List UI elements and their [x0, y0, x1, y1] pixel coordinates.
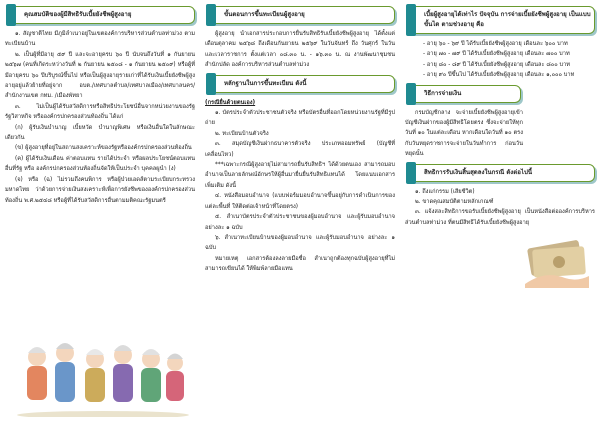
document-item-2: ๒. ทะเบียนบ้านตัวจริง: [215, 130, 269, 137]
rate-60-69: - อายุ ๖๐ - ๖๙ ปี ได้รับเบี้ยยังชีพผู้สูงอายุ เดือนละ ๖๐๐ บาท: [423, 41, 568, 47]
eligibility-item-2: ๒. เป็นผู้ที่มีอายุ ๕๙ ปี และจะอายุครบ ๖๐ ปี นับจนถึงวันที่ ๑ กันยายน ๒๕๖๗ (คนที่เกิดระหว่างวันที่ ๒ กันยายน ๒๕๐๘ - ๑ กันยายน ๒๕๐๙) หรือผู้ที่มีอายุครบ ๖๐ ปีบริบูรณ์ขึ้นไป หรือเป็นผู้สูงอายุรายเก่าที่ได้รับเงินเบี้ยยังชีพผู้สูงอายุอยู่แล้วย้ายที่อยู่จาก อบต./เทศบาลตำบล/เทศบาลเมือง/เทศบาลนคร/สำนักงานเขต กทม. /เมืองพัทยา: [5, 51, 195, 100]
column-eligibility: [5, 6, 195, 417]
money-hand-icon: [521, 238, 591, 290]
elderly-group-icon: [15, 335, 191, 417]
header-tab: [406, 83, 416, 105]
rate-80-89: - อายุ ๘๐ - ๘๙ ปี ได้รับเบี้ยยังชีพผู้สูงอายุ เดือนละ ๘๐๐ บาท: [423, 61, 571, 68]
header-payment-method: [411, 85, 521, 103]
registration-intro: ผู้สูงอายุ นำเอกสารประกอบการยื่นรับสิทธิรับเบี้ยยังชีพผู้สูงอายุ ได้ตั้งแต่ เดือนตุลาคม ๒๕๖๘ ถึงเดือนกันยายน ๒๕๖๙ ในวันจันทร์ ถึง วันศุกร์ ในวันและเวลาราชการ ตั้งแต่เวลา ๐๘.๓๐ น. - ๑๖.๓๐ น. ณ งานพัฒนาชุมชน สำนักปลัด องค์การบริหารส่วนตำบลท่าม่วง: [205, 31, 395, 69]
eligibility-item-3: ๓. ไม่เป็นผู้ได้รับสวัสดิการหรือสิทธิประโยชน์อื่นจากหน่วยงานของรัฐ รัฐวิสาหกิจ หรือองค์กรปกครองส่วนท้องถิ่น ได้แก่: [5, 103, 195, 121]
header-tab: [6, 4, 16, 26]
header-tab: [406, 4, 416, 36]
header-registration-steps: [211, 6, 395, 24]
rate-70-79: - อายุ ๗๐ - ๗๙ ปี ได้รับเบี้ยยังชีพผู้สูงอายุ เดือนละ ๗๐๐ บาท: [423, 51, 570, 58]
eligibility-item-3c: (ค) ผู้ได้รับเงินเดือน ค่าตอบแทน รายได้ประจำ หรือผลประโยชน์ตอบแทนอื่นที่รัฐ หรือ องค์กรปกครองส่วนท้องถิ่นจัดให้เป็นประจำ บุคคลผูนำ (ง): [5, 155, 195, 173]
document-item-5: ๕. สำเนาบัตรประจำตัวประชาชนของผู้มอบอำนาจ และผู้รับมอบอำนาจ อย่างละ ๑ ฉบับ: [205, 214, 395, 231]
document-remark: หมายเหตุ เอกสารต้องลงลายมือชื่อ สำเนาถูกต้องทุกฉบับผู้สูงอายุที่ไม่สามารถเขียนได้ ให้พิมพ์ลายมือแทน: [205, 255, 395, 273]
header-payment-text: วิธีการจ่ายเงิน: [424, 89, 462, 97]
document-item-4: ๔. หนังสือมอบอำนาจ (แบบฟอร์มมอบอำนาจขึ้นอยู่กับการดำเนินการของแต่ละพื้นที่ ให้ติดต่อเจ้าหน้าที่โดยตรง): [205, 193, 395, 210]
eligibility-item-3b: (ข) ผู้สูงอายุที่อยู่ในสถานสงเคราะห์ของรัฐหรือองค์กรปกครองส่วนท้องถิ่น: [15, 145, 192, 152]
termination-item-3: ๓. แจ้งสละสิทธิการขอรับเบี้ยยังชีพผู้สูงอายุ เป็นหนังสือต่อองค์การบริหารส่วนตำบลท่าม่วง ที่ตนมีสิทธิได้รับเบี้ยยังชีพผู้สูงอายุ: [405, 209, 595, 226]
header-documents-text: หลักฐานในการขึ้นทะเบียน ดังนี้: [224, 79, 307, 87]
payment-description: กรมบัญชีกลาง จะจ่ายเบี้ยยังชีพผู้สูงอายุเข้าบัญชีเงินฝากของผู้มีสิทธิโดยตรง ซึ่งจะจ่ายให้ทุกวันที่ ๑๐ ในแต่ละเดือน หากเดือนใดวันที่ ๑๐ ตรงกับวันหยุดราชการจะจ่ายในวันทำการ ก่อนวันหยุดนั้น: [405, 109, 523, 158]
eligibility-item-3d: (จ) หรือ (ฉ) ไม่รวมถึงคนพิการ หรือผู้ป่วยเอดส์ตามระเบียบกระทรวงมหาดไทย ว่าด้วยการจ่ายเงินสงเคราะห์เพื่อการยังชีพขององค์กรปกครองส่วนท้องถิ่น พ.ศ.๒๕๔๘ หรือผู้ที่ได้รับสวัสดิการอื่นตามมติคณะรัฐมนตรี: [5, 176, 195, 204]
eligibility-item-1: ๑. สัญชาติไทย มีภูมิลำเนาอยู่ในเขตองค์การบริหารส่วนตำบลท่าม่วง ตามทะเบียนบ้าน: [5, 31, 195, 48]
documents-subtitle: (กรณียื่นด้วยตนเอง): [205, 99, 256, 106]
header-documents: [211, 75, 395, 93]
header-benefit-rates-text: เบี้ยผู้สูงอายุได้เท่าไร ปัจจุบัน การจ่ายเบี้ยยังชีพผู้สูงอายุ เป็นแบบขั้นได ตามช่วงอายุ คือ: [424, 11, 591, 28]
header-registration-text: ขั้นตอนการขึ้นทะเบียนผู้สูงอายุ: [224, 11, 305, 18]
document-item-6: ๖. สำเนาทะเบียนบ้านของผู้มอบอำนาจ และผู้รับมอบอำนาจ อย่างละ ๑ ฉบับ: [205, 234, 395, 252]
termination-item-2: ๒. ขาดคุณสมบัติตามหลักเกณฑ์: [415, 199, 494, 206]
rate-90-plus: - อายุ ๙๐ ปีขึ้นไป ได้รับเบี้ยยังชีพผู้สูงอายุ เดือนละ ๑,๐๐๐ บาท: [423, 72, 575, 79]
header-termination: [411, 164, 595, 182]
header-eligibility: [11, 6, 195, 24]
document-proxy-note: ***เฉพาะกรณีผู้สูงอายุไม่สามารถยื่นรับสิทธิฯ ได้ด้วยตนเอง สามารถมอบอำนาจเป็นลายลักษณ์อักษรให้ผู้อื่นมายื่นยื่นรับสิทธิแทนได้ โดยแนบเอกสารเพิ่มเติม ดังนี้: [205, 162, 395, 189]
document-item-3: ๓. สมุดบัญชีเงินฝากธนาคารตัวจริง ประเภทออมทรัพย์ (บัญชีที่เคลื่อนไหว): [205, 141, 395, 158]
header-tab: [206, 4, 216, 26]
termination-item-1: ๑. ถึงแก่กรรม (เสียชีวิต): [415, 188, 475, 195]
header-eligibility-text: คุณสมบัติของผู้มีสิทธิรับเบี้ยยังชีพผู้สูงอายุ: [24, 11, 132, 18]
column-registration: [205, 6, 395, 417]
document-item-1: ๑. บัตรประจำตัวประชาชนตัวจริง หรือบัตรอื่นที่ออกโดยหน่วยงานรัฐที่มีรูปถ่าย: [205, 110, 395, 127]
header-tab: [406, 162, 416, 184]
eligibility-item-3a: (ก) ผู้รับเงินบำนาญ เบี้ยหวัด บำนาญพิเศษ หรือเงินอื่นใดในลักษณะเดียวกัน: [5, 124, 195, 142]
header-tab: [206, 73, 216, 95]
column-benefits: [405, 6, 595, 417]
header-termination-text: สิทธิการรับเงินสิ้นสุดลงในกรณี ดังต่อไปนี้: [424, 168, 533, 176]
header-benefit-rates: [411, 6, 595, 34]
